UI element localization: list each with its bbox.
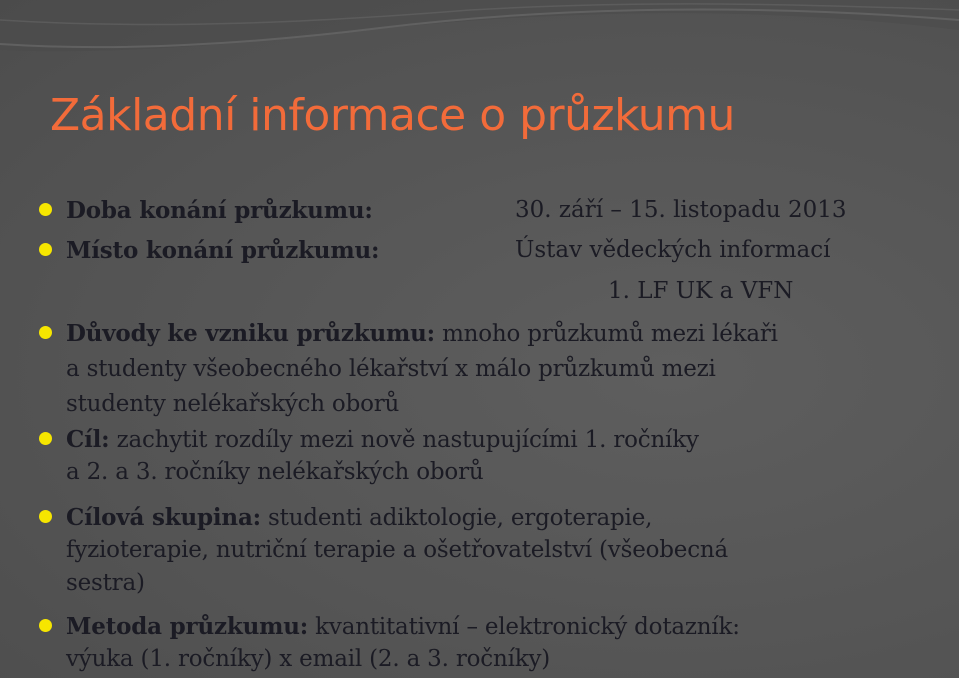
bullet-icon — [39, 619, 52, 632]
slide-title: Základní informace o průzkumu — [50, 90, 735, 141]
item-label: Důvody ke vzniku průzkumu: — [66, 320, 435, 347]
list-item-continuation: studenty nelékařských oborů — [66, 391, 400, 417]
bullet-icon — [39, 432, 52, 445]
list-item-continuation: a 2. a 3. ročníky nelékařských oborů — [66, 459, 484, 485]
bullet-icon — [39, 326, 52, 339]
item-label: Metoda průzkumu: — [66, 613, 309, 640]
list-item-continuation: fyzioterapie, nutriční terapie a ošetřovatelství (všeobecná — [66, 537, 729, 563]
list-item-value: Ústav vědeckých informací — [515, 237, 831, 263]
decorative-swoosh — [0, 0, 959, 80]
list-item-label — [66, 199, 373, 223]
item-text: mnoho průzkumů mezi lékaři — [434, 321, 778, 347]
list-item — [66, 322, 778, 346]
bullet-icon — [39, 510, 52, 523]
list-item-continuation: a studenty všeobecného lékařství x málo průzkumů mezi — [66, 356, 716, 382]
list-item-value: 1. LF UK a VFN — [608, 278, 794, 304]
list-item-continuation: sestra) — [66, 570, 145, 596]
list-item — [66, 615, 740, 639]
item-text: kvantitativní – elektronický dotazník: — [308, 614, 740, 640]
list-item-label — [66, 239, 379, 263]
item-text: studenti adiktologie, ergoterapie, — [260, 505, 653, 531]
list-item-value: 30. září – 15. listopadu 2013 — [515, 197, 847, 223]
item-label: Cíl: — [66, 426, 110, 453]
item-label: Cílová skupina: — [66, 504, 261, 531]
bullet-icon — [39, 243, 52, 256]
list-item — [66, 506, 652, 530]
item-label: Místo konání průzkumu: — [66, 237, 380, 264]
list-item — [66, 428, 699, 452]
bullet-icon — [39, 203, 52, 216]
item-label: Doba konání průzkumu: — [66, 197, 373, 224]
list-item-continuation: výuka (1. ročníky) x email (2. a 3. ročníky) — [66, 646, 551, 672]
item-text: zachytit rozdíly mezi nově nastupujícími 1. ročníky — [109, 427, 699, 453]
